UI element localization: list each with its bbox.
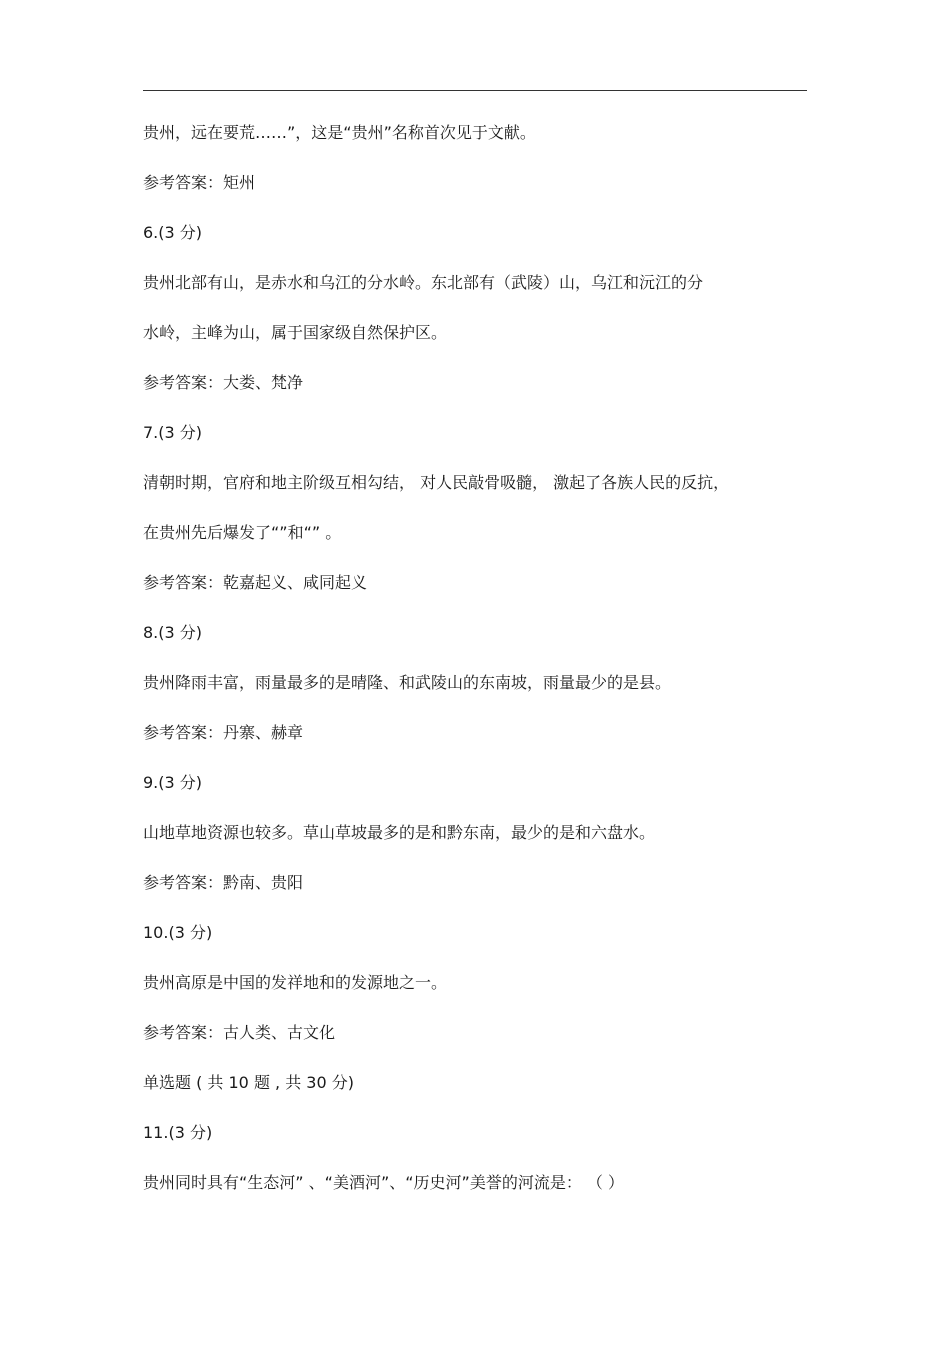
question-9-header: 9.(3 分) <box>143 773 203 792</box>
question-10-header: 10.(3 分) <box>143 923 213 942</box>
question-8-text: 贵州降雨丰富，雨量最多的是晴隆、和武陵山的东南坡，雨量最少的是县。 <box>143 673 672 692</box>
question-10-text: 贵州高原是中国的发祥地和的发源地之一。 <box>143 973 448 992</box>
question-6-text-line-1: 贵州北部有山，是赤水和乌江的分水岭。东北部有（武陵）山，乌江和沅江的分 <box>143 273 704 292</box>
answer-6: 参考答案：大娄、梵净 <box>143 373 304 392</box>
question-6-header: 6.(3 分) <box>143 223 203 242</box>
question-7-text-line-2: 在贵州先后爆发了“”和“” 。 <box>143 523 342 542</box>
question-11-header: 11.(3 分) <box>143 1123 213 1142</box>
question-6-text-line-2: 水岭，主峰为山，属于国家级自然保护区。 <box>143 323 448 342</box>
question-7-text-line-1: 清朝时期，官府和地主阶级互相勾结， 对人民敲骨吸髓， 激起了各族人民的反抗， <box>143 473 730 492</box>
document-body <box>143 123 807 1193</box>
answer-8: 参考答案：丹寨、赫章 <box>143 723 304 742</box>
answer-7: 参考答案：乾嘉起义、咸同起义 <box>143 573 368 592</box>
question-7-header: 7.(3 分) <box>143 423 203 442</box>
question-8-header: 8.(3 分) <box>143 623 203 642</box>
question-5-text-end: 贵州，远在要荒……”，这是“贵州”名称首次见于文献。 <box>143 123 536 142</box>
section-heading-single-choice: 单选题 ( 共 10 题 , 共 30 分) <box>143 1073 354 1092</box>
question-9-text: 山地草地资源也较多。草山草坡最多的是和黔东南，最少的是和六盘水。 <box>143 823 656 842</box>
answer-5: 参考答案：矩州 <box>143 173 256 192</box>
answer-9: 参考答案：黔南、贵阳 <box>143 873 304 892</box>
answer-10: 参考答案：古人类、古文化 <box>143 1023 336 1042</box>
header-rule <box>143 90 807 91</box>
question-11-text: 贵州同时具有“生态河” 、“美酒河”、“历史河”美誉的河流是： （ ） <box>143 1173 624 1192</box>
